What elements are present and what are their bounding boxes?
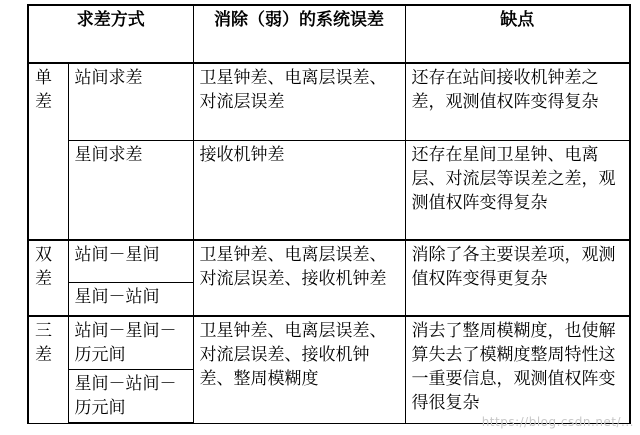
eliminated-cell: 卫星钟差、电离层误差、对流层误差 — [193, 63, 405, 140]
drawback-cell: 还存在星间卫星钟、电离层、对流层等误差之差，观测值权阵变得复杂 — [405, 140, 630, 240]
watermark: https://blog.csdn.net/... — [481, 415, 634, 429]
table-header-row — [28, 5, 630, 63]
eliminated-cell: 卫星钟差、电离层误差、对流层误差、接收机钟差 — [193, 240, 405, 316]
table-row — [28, 63, 630, 140]
drawback-cell: 消去了整周模糊度，也使解算失去了模糊度整周特性这一重要信息，观测值权阵变得很复杂 — [405, 316, 630, 423]
header-eliminated-errors: 消除（弱）的系统误差 — [193, 5, 405, 63]
eliminated-cell: 接收机钟差 — [193, 140, 405, 240]
header-drawbacks: 缺点 — [405, 5, 630, 63]
method-cell: 星间求差 — [68, 140, 193, 240]
drawback-cell: 还存在站间接收机钟差之差，观测值权阵变得复杂 — [405, 63, 630, 140]
eliminated-cell: 卫星钟差、电离层误差、对流层误差、接收机钟差、整周模糊度 — [193, 316, 405, 423]
group-label-single-difference: 单差 — [28, 63, 68, 240]
table-row — [28, 140, 630, 240]
table-row — [28, 240, 630, 282]
method-cell: 星间－站间 — [68, 282, 193, 316]
method-cell: 站间－星间－历元间 — [68, 316, 193, 370]
method-cell: 站间－星间 — [68, 240, 193, 282]
group-label-double-difference: 双差 — [28, 240, 68, 316]
differencing-methods-table — [27, 4, 631, 424]
method-cell: 星间－站间－历元间 — [68, 370, 193, 424]
group-label-triple-difference: 三差 — [28, 316, 68, 423]
method-cell: 站间求差 — [68, 63, 193, 140]
header-method: 求差方式 — [28, 5, 193, 63]
drawback-cell: 消除了各主要误差项，观测值权阵变得更复杂 — [405, 240, 630, 316]
table-row — [28, 316, 630, 370]
